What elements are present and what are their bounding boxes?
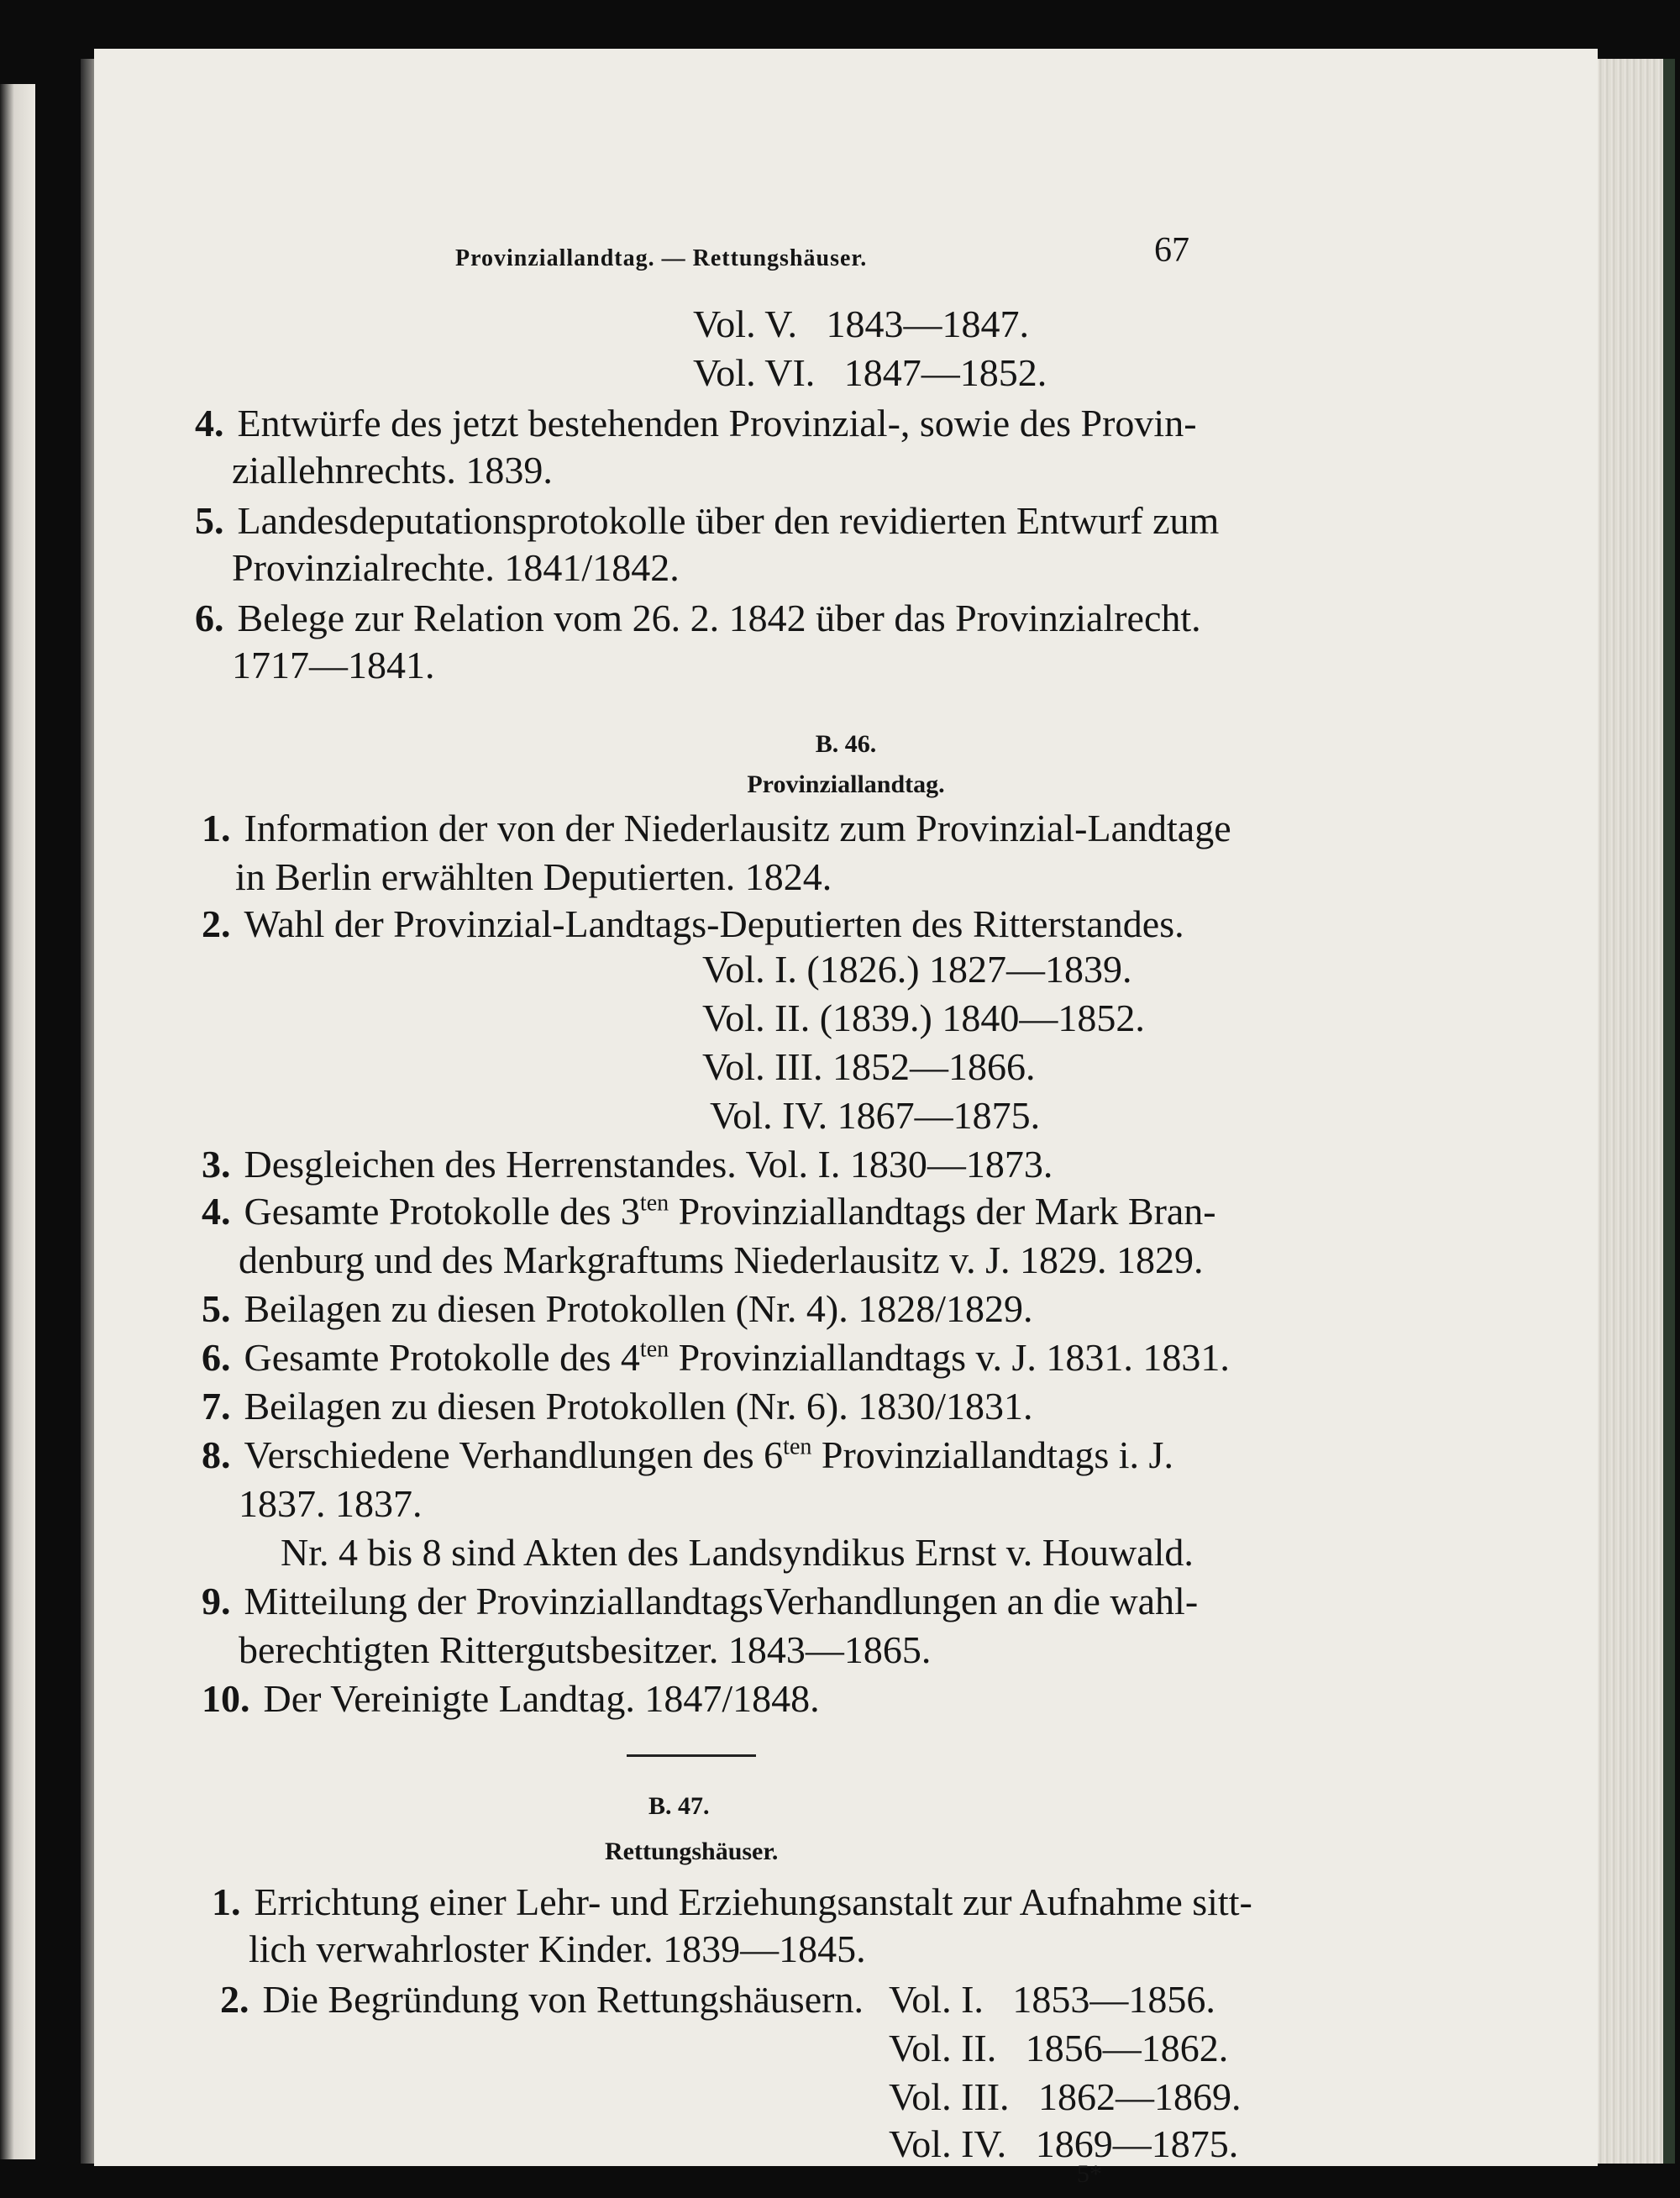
b46-item-10: 10. Der Vereinigte Landtag. 1847/1848. — [202, 1677, 820, 1720]
section-b46-code: B. 46. — [815, 730, 877, 758]
b46-item-1: 1. Information der von der Niederlausitz zum Provinzial-Landtage — [202, 807, 1231, 849]
section-divider — [627, 1754, 756, 1757]
left-page-edge — [0, 84, 35, 2159]
b47-item-2-vol1: Vol. I. 1853—1856. — [889, 1978, 1215, 2021]
section-b47-code: B. 47. — [648, 1792, 710, 1820]
b47-item-2: 2. Die Begründung von Rettungshäusern. — [220, 1978, 864, 2021]
pre-item-5: 5. Landesdeputationsprotokolle über den revidierten Entwurf zum — [195, 499, 1220, 542]
pre-item-5-cont: Provinzialrechte. 1841/1842. — [232, 546, 680, 589]
section-b46-title: Provinziallandtag. — [747, 770, 945, 798]
b47-item-2-vol4: Vol. IV. 1869—1875. — [889, 2122, 1239, 2165]
b47-item-2-vol2: Vol. II. 1856—1862. — [889, 2027, 1229, 2069]
running-header: Provinziallandtag. — Rettungshäuser. — [455, 245, 868, 271]
pre-item-4: 4. Entwürfe des jetzt bestehenden Provinzial-, sowie des Provin- — [195, 402, 1197, 444]
b46-note: Nr. 4 bis 8 sind Akten des Landsyndikus Ernst v. Houwald. — [281, 1531, 1194, 1574]
printer-signature: 5* — [1077, 2160, 1102, 2188]
b46-item-9: 9. Mitteilung der ProvinziallandtagsVerhandlungen an die wahl- — [202, 1580, 1199, 1622]
b46-item-2-vol1: Vol. I. (1826.) 1827—1839. — [702, 948, 1132, 991]
b46-item-5: 5. Beilagen zu diesen Protokollen (Nr. 4). 1828/1829. — [202, 1287, 1033, 1330]
b47-item-1-cont: lich verwahrloster Kinder. 1839—1845. — [249, 1927, 866, 1970]
pre-item-4-cont: ziallehnrechts. 1839. — [232, 449, 553, 492]
b46-item-1-cont: in Berlin erwählten Deputierten. 1824. — [235, 855, 832, 898]
b46-item-7: 7. Beilagen zu diesen Protokollen (Nr. 6). 1830/1831. — [202, 1385, 1033, 1428]
section-b47-title: Rettungshäuser. — [605, 1838, 779, 1865]
page-number: 67 — [1154, 231, 1189, 270]
pre-item-6-cont: 1717—1841. — [232, 644, 435, 686]
b46-item-4-cont: denburg und des Markgraftums Niederlausitz v. J. 1829. 1829. — [239, 1238, 1204, 1281]
b47-item-2-vol3: Vol. III. 1862—1869. — [889, 2075, 1242, 2118]
b46-item-4: 4. Gesamte Protokolle des $3^{ten}$ Provinziallandtags der Mark Bran- — [202, 1190, 1216, 1233]
b46-item-2-vol3: Vol. III. 1852—1866. — [702, 1045, 1036, 1088]
top-entry-vol6: Vol. VI. 1847—1852. — [693, 351, 1047, 394]
top-entry-vol5: Vol. V. 1843—1847. — [693, 302, 1030, 345]
book-page — [94, 49, 1598, 2166]
b46-item-6: 6. Gesamte Protokolle des $4^{ten}$ Provinziallandtags v. J. 1831. 1831. — [202, 1336, 1230, 1379]
b46-item-2-vol2: Vol. II. (1839.) 1840—1852. — [702, 996, 1145, 1039]
b46-item-8-cont: 1837. 1837. — [239, 1482, 423, 1525]
pre-item-6: 6. Belege zur Relation vom 26. 2. 1842 über das Provinzialrecht. — [195, 597, 1201, 639]
b46-item-3: 3. Desgleichen des Herrenstandes. Vol. I. 1830—1873. — [202, 1143, 1053, 1186]
b46-item-2-vol4: Vol. IV. 1867—1875. — [710, 1094, 1041, 1137]
b46-item-8: 8. Verschiedene Verhandlungen des $6^{ten}$ Provinziallandtags i. J. — [202, 1433, 1173, 1476]
b46-item-9-cont: berechtigten Rittergutsbesitzer. 1843—1865. — [239, 1628, 932, 1671]
b46-item-2: 2. Wahl der Provinzial-Landtags-Deputierten des Ritterstandes. — [202, 902, 1184, 945]
b47-item-1: 1. Errichtung einer Lehr- und Erziehungsanstalt zur Aufnahme sitt- — [212, 1880, 1252, 1923]
